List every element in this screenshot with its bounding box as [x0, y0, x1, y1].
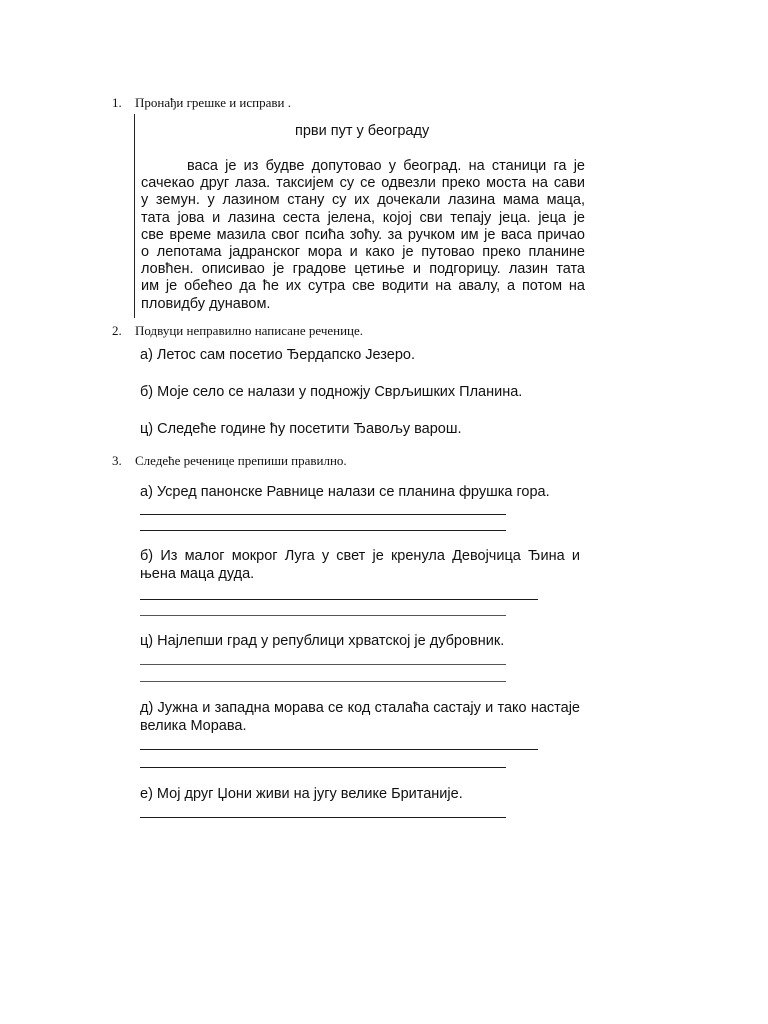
story-line: у земун. у лазином стану су их дочекали лазина мама маца,: [141, 192, 585, 209]
sentence-item: ц) Најлепши град у републици хрватској је дубровник.: [140, 633, 505, 649]
sentence-item: е) Мој друг Џони живи на југу велике Британије.: [140, 786, 463, 802]
answer-line[interactable]: [140, 530, 506, 531]
story-line: ловћен. описивао је градове цетиње и подгорицу. лазин тата: [141, 261, 585, 278]
story-line: сачекао друг лаза. таксијем су се одвезли преко моста на сави: [141, 175, 585, 192]
story-line: о лепотама јадранског мора и како је путовао преко планине: [141, 244, 585, 261]
sentence-item: д) Јужна и западна морава се код сталаћа састају и тако настаје велика Морава.: [140, 700, 580, 734]
story-title: први пут у београду: [295, 123, 430, 139]
answer-line[interactable]: [140, 681, 506, 682]
question-number: 1.: [112, 95, 122, 110]
answer-line[interactable]: [140, 817, 506, 818]
sentence-item[interactable]: б) Моје село се налази у подножју Сврљишких Планина.: [140, 384, 523, 400]
story-line: васа је из будве допутовао у београд. на станици га је: [187, 158, 585, 174]
story-border-line: [134, 114, 135, 318]
answer-line[interactable]: [140, 767, 506, 768]
sentence-item: б) Из малог мокрог Луга у свет је кренула Девојчица Ђина и њена маца дуда.: [140, 548, 580, 582]
question-instruction: Пронађи грешке и исправи .: [135, 95, 291, 110]
sentence-item: а) Усред панонске Равнице налази се планина фрушка гора.: [140, 484, 550, 500]
answer-line[interactable]: [140, 664, 506, 665]
story-line: им је обећео да ће их сутра све водити на авалу, а потом на: [141, 278, 585, 295]
question-2: [112, 323, 363, 339]
question-number: 2.: [112, 323, 122, 338]
sentence-item[interactable]: а) Летос сам посетио Ђердапско Језеро.: [140, 347, 415, 363]
story-line: све време мазила свог псића зоћу. за ручком им је васа причао: [141, 226, 585, 243]
story-text: [141, 158, 585, 313]
question-1: [112, 95, 291, 111]
answer-line[interactable]: [140, 749, 538, 750]
answer-line[interactable]: [140, 599, 538, 600]
sentence-item[interactable]: ц) Следеће године ћу посетити Ђавољу варош.: [140, 421, 462, 437]
answer-line[interactable]: [140, 615, 506, 616]
story-line: пловидбу дунавом.: [141, 295, 271, 312]
story-line: тата јова и лазина сеста јелена, којој сви тепају јеца. јеца је: [141, 209, 585, 226]
question-instruction: Подвуци неправилно написане реченице.: [135, 323, 364, 338]
answer-line[interactable]: [140, 514, 506, 515]
question-number: 3.: [112, 453, 122, 468]
question-instruction: Следеће реченице препиши правилно.: [135, 453, 347, 468]
question-3: [112, 453, 347, 469]
